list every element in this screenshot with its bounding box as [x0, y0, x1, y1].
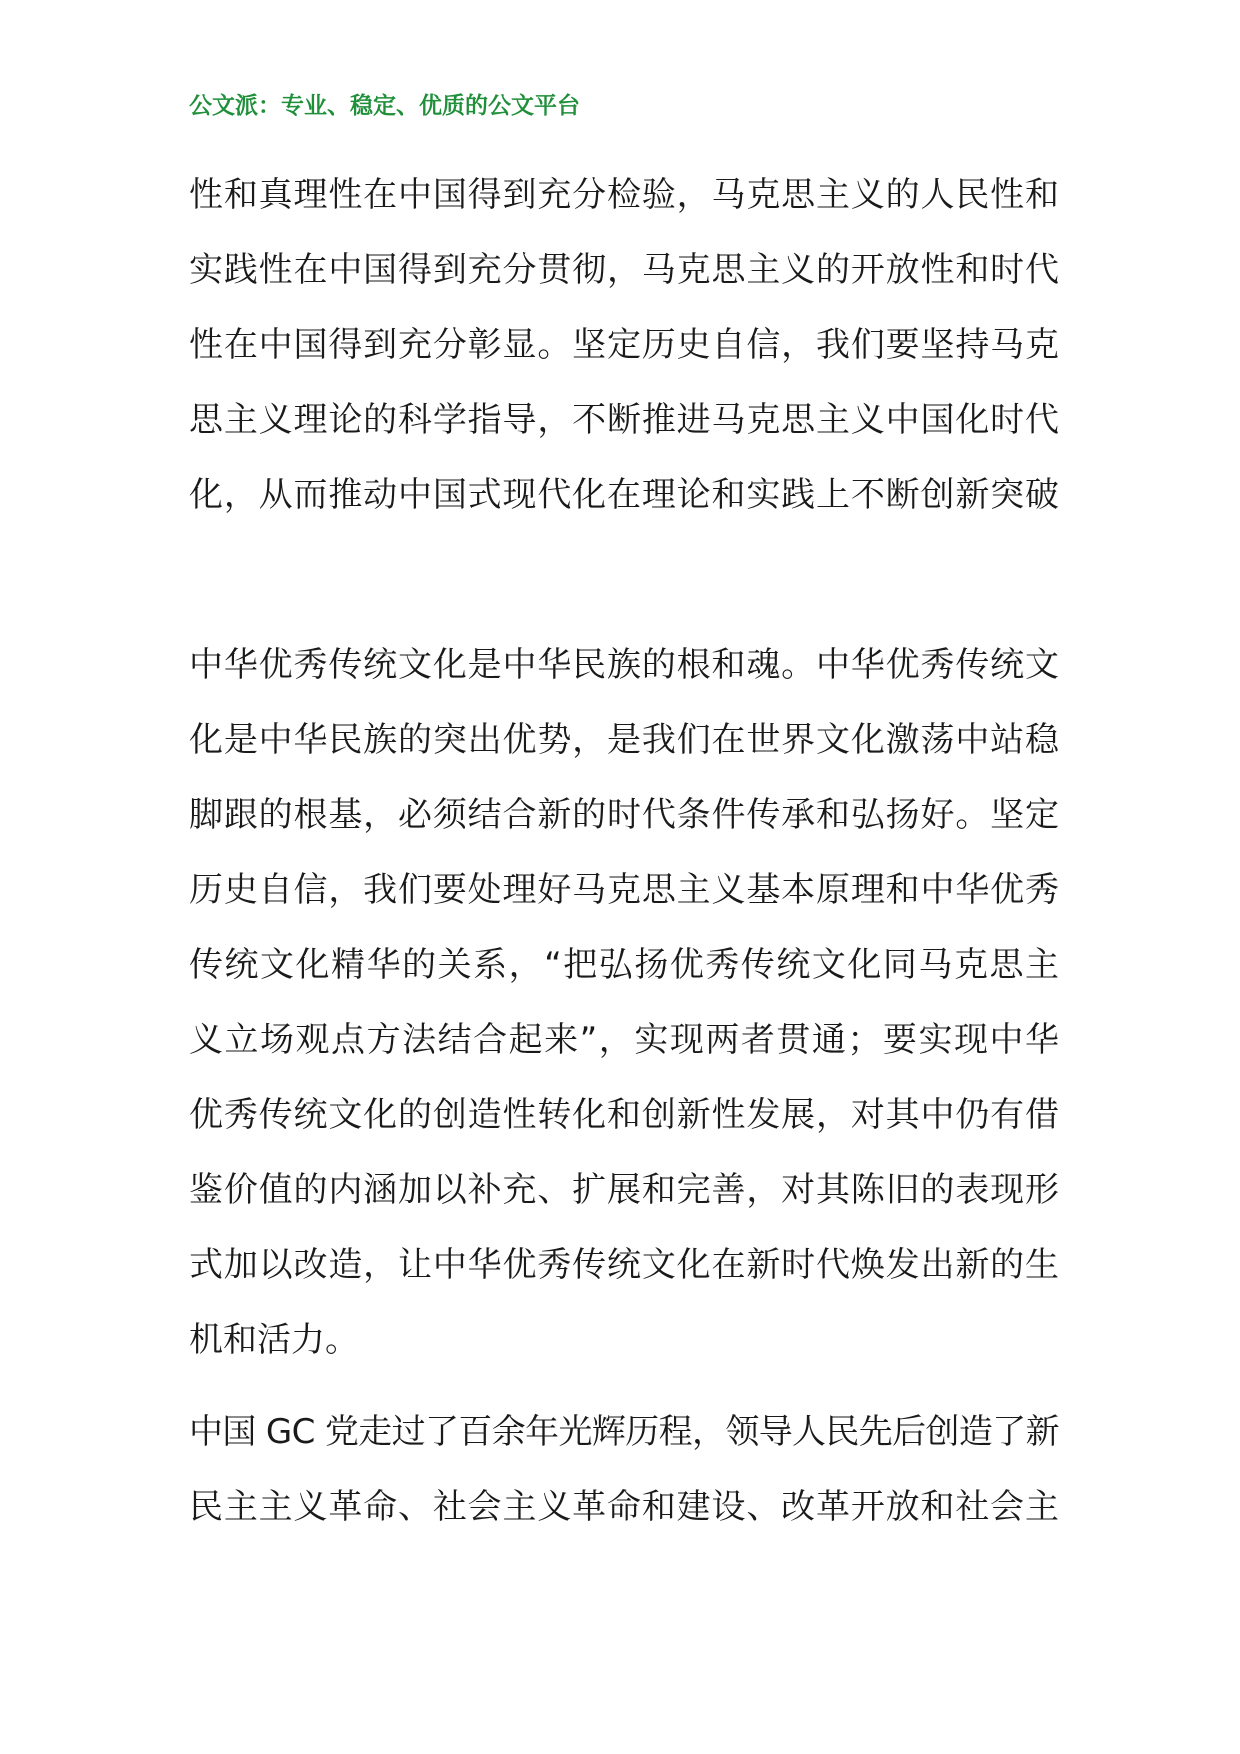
paragraph-2	[189, 628, 1059, 1378]
text-line: 义立场观点方法结合起来”，实现两者贯通；要实现中华	[189, 1020, 1059, 1060]
text-line: 优秀传统文化的创造性转化和创新性发展，对其中仍有借	[189, 1095, 1059, 1135]
text-line: 中华优秀传统文化是中华民族的根和魂。中华优秀传统文	[189, 645, 1059, 685]
text-line: 性和真理性在中国得到充分检验，马克思主义的人民性和	[189, 175, 1059, 215]
text-line: 化是中华民族的突出优势，是我们在世界文化激荡中站稳	[189, 720, 1059, 760]
text-line: 实践性在中国得到充分贯彻，马克思主义的开放性和时代	[189, 250, 1059, 290]
text-line: 脚跟的根基，必须结合新的时代条件传承和弘扬好。坚定	[189, 795, 1059, 835]
paragraph-3	[189, 1395, 1059, 1545]
text-line: 历史自信，我们要处理好马克思主义基本原理和中华优秀	[189, 870, 1059, 910]
text-line: 民主主义革命、社会主义革命和建设、改革开放和社会主	[189, 1487, 1059, 1527]
text-line: 思主义理论的科学指导，不断推进马克思主义中国化时代	[189, 400, 1059, 440]
paragraph-1	[189, 158, 1059, 533]
text-line: 性在中国得到充分彰显。坚定历史自信，我们要坚持马克	[189, 325, 1059, 365]
text-line: 式加以改造，让中华优秀传统文化在新时代焕发出新的生	[189, 1245, 1059, 1285]
page-header: 公文派：专业、稳定、优质的公文平台	[189, 92, 580, 119]
text-line: 中国 GC 党走过了百余年光辉历程，领导人民先后创造了新	[189, 1412, 1059, 1452]
text-line: 化，从而推动中国式现代化在理论和实践上不断创新突破	[189, 475, 1059, 515]
text-line: 传统文化精华的关系，“把弘扬优秀传统文化同马克思主	[189, 945, 1059, 985]
text-line: 机和活力。	[189, 1320, 359, 1360]
text-line: 鉴价值的内涵加以补充、扩展和完善，对其陈旧的表现形	[189, 1170, 1059, 1210]
